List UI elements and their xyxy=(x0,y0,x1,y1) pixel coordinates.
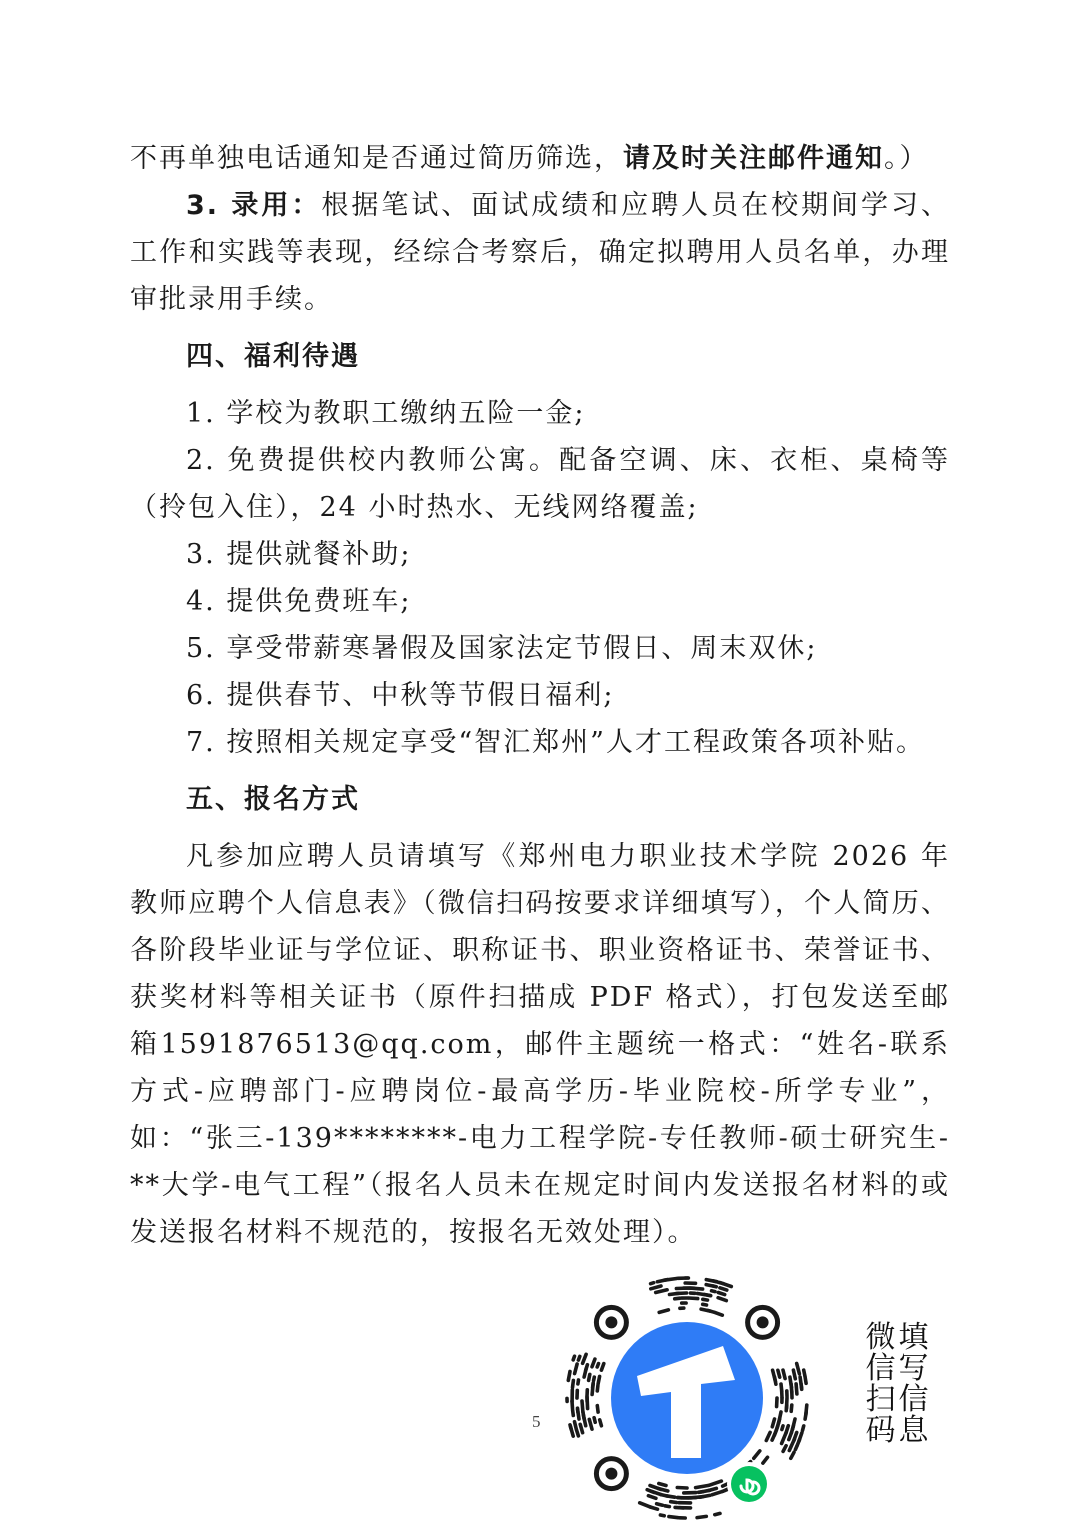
benefit-item: 6. 提供春节、中秋等节假日福利; xyxy=(186,680,615,711)
section-heading-benefits: 四、福利待遇 xyxy=(186,341,360,372)
qr-module xyxy=(766,1432,770,1440)
qr-module xyxy=(651,1283,654,1284)
qr-module xyxy=(783,1446,786,1452)
qr-module xyxy=(795,1446,797,1450)
qr-module xyxy=(796,1384,797,1394)
qr-caption-char: 写 xyxy=(898,1351,929,1386)
qr-module xyxy=(578,1380,579,1384)
qr-code-icon xyxy=(560,1268,815,1526)
qr-module xyxy=(594,1377,595,1380)
qr-module xyxy=(791,1405,792,1411)
qr-module xyxy=(575,1422,577,1430)
qr-module xyxy=(709,1481,721,1485)
qr-module xyxy=(586,1365,588,1371)
qr-module xyxy=(648,1496,656,1499)
qr-caption-column-scan xyxy=(865,1322,896,1446)
mini-program-badge-icon xyxy=(731,1466,767,1502)
body-text xyxy=(130,135,950,1256)
qr-module xyxy=(718,1293,724,1295)
qr-module xyxy=(772,1432,776,1440)
qr-module xyxy=(677,1293,687,1294)
qr-module xyxy=(664,1279,676,1281)
qr-module xyxy=(575,1364,578,1374)
hiring-paragraph xyxy=(130,182,950,323)
qr-module xyxy=(712,1491,723,1495)
qr-module xyxy=(703,1304,707,1305)
benefit-item: 4. 提供免费班车; xyxy=(186,586,412,617)
qr-module xyxy=(697,1516,706,1517)
benefit-item: 2. 免费提供校内教师公寓。配备空调、床、衣柜、桌椅等（拎包入住），24 小时热水、无线网络覆盖; xyxy=(130,445,950,523)
qr-module xyxy=(775,1377,776,1384)
qr-module xyxy=(592,1359,595,1367)
qr-module xyxy=(689,1298,698,1299)
qr-module xyxy=(715,1513,720,1514)
qr-module xyxy=(782,1432,787,1443)
benefits-list xyxy=(130,390,950,766)
qr-module xyxy=(763,1457,768,1463)
qr-module xyxy=(657,1504,663,1506)
qr-module xyxy=(715,1312,723,1315)
page-number: 5 xyxy=(532,1412,541,1431)
email-notice-emphasis: 请及时关注邮件通知 xyxy=(623,143,884,174)
benefit-item: 5. 享受带薪寒暑假及国家法定节假日、周末双休; xyxy=(186,633,818,664)
qr-module xyxy=(786,1405,787,1411)
hiring-label: 3. 录用： xyxy=(186,190,322,221)
qr-module xyxy=(718,1298,726,1301)
qr-module xyxy=(772,1419,774,1427)
qr-module xyxy=(573,1356,574,1360)
qr-module xyxy=(720,1288,727,1290)
qr-module xyxy=(675,1298,680,1299)
qr-caption-char: 微 xyxy=(865,1320,896,1355)
qr-module xyxy=(782,1426,783,1430)
qr-module xyxy=(589,1419,592,1429)
qr-module xyxy=(594,1418,595,1423)
qr-module xyxy=(720,1283,731,1287)
hiring-text: 根据笔试、面试成绩和应聘人员在校期间学习、工作和实践等表现，经综合考察后，确定拟聘用人员名单，办理审批录用手续。 xyxy=(130,190,950,315)
qr-module xyxy=(583,1354,587,1363)
qr-module xyxy=(573,1410,574,1416)
qr-caption-char: 填 xyxy=(898,1320,929,1355)
qr-module xyxy=(659,1484,666,1486)
qr-module xyxy=(647,1490,654,1493)
qr-module xyxy=(789,1439,794,1450)
qr-caption-char: 码 xyxy=(865,1413,896,1448)
qr-module xyxy=(793,1370,795,1379)
qr-module xyxy=(671,1502,677,1503)
qr-module xyxy=(805,1377,806,1383)
qr-module xyxy=(803,1426,804,1431)
qr-module xyxy=(675,1507,683,1508)
qr-module xyxy=(691,1288,703,1289)
qr-module xyxy=(582,1401,583,1412)
qr-module xyxy=(703,1299,708,1300)
qr-module xyxy=(805,1412,806,1419)
qr-module xyxy=(568,1372,570,1381)
qr-module xyxy=(650,1486,661,1490)
qr-module xyxy=(699,1492,703,1493)
benefit-item: 7. 按照相关规定享受“智汇郑州”人才工程政策各项补贴。 xyxy=(186,727,925,758)
benefit-item: 1. 学校为教职工缴纳五险一金; xyxy=(186,398,586,429)
qr-caption-char: 信 xyxy=(865,1351,896,1386)
qr-module xyxy=(712,1291,716,1292)
wechat-qr-code[interactable] xyxy=(560,1268,815,1526)
qr-module xyxy=(578,1356,579,1360)
qr-module xyxy=(593,1383,594,1387)
registration-paragraph: 凡参加应聘人员请填写《郑州电力职业技术学院 2026 年教师应聘个人信息表》（微信扫码按要求详细填写），个人简历、各阶段毕业证与学位证、职称证书、职业资格证书、荣誉证书、获奖材料等相关证书（原件扫描成 PDF 格式），打包发送至邮箱1591876513@qq.com，邮件主题统一格式：“姓名-联系方式-应聘部门-应聘岗位-最高学历-毕业院校-所学专业”，如：“张三-139********-电力工程学院-专任教师-硕士研究生-**大学-电气工程”（报名人员未在规定时间内发送报名材料的或发送报名材料不规范的，按报名无效处理）。 xyxy=(130,841,950,1248)
qr-finder-dot xyxy=(757,1316,769,1328)
qr-module xyxy=(597,1386,598,1391)
section-heading-registration: 五、报名方式 xyxy=(186,784,360,815)
qr-module xyxy=(696,1486,708,1488)
qr-module xyxy=(801,1384,802,1389)
qr-module xyxy=(651,1286,661,1289)
benefit-item: 3. 提供就餐补助; xyxy=(186,539,412,570)
qr-module xyxy=(589,1374,590,1380)
qr-module xyxy=(570,1426,571,1429)
qr-module xyxy=(783,1370,785,1379)
qr-module xyxy=(659,1310,668,1313)
qr-module xyxy=(789,1433,792,1440)
qr-module xyxy=(665,1506,669,1507)
qr-module xyxy=(597,1364,598,1367)
qr-module xyxy=(804,1370,805,1376)
qr-module xyxy=(598,1376,600,1384)
qr-module xyxy=(660,1515,664,1516)
qr-module xyxy=(580,1424,582,1432)
qr-module xyxy=(640,1503,651,1507)
qr-caption-char: 信 xyxy=(898,1382,929,1417)
qr-finder-dot xyxy=(605,1316,617,1328)
line-email-notice: 不再单独电话通知是否通过简历筛选，请及时关注邮件通知。） xyxy=(130,143,929,174)
qr-module xyxy=(778,1370,780,1377)
qr-module xyxy=(797,1364,800,1374)
qr-module xyxy=(600,1420,602,1426)
qr-module xyxy=(713,1286,716,1287)
qr-finder-dot xyxy=(605,1468,617,1480)
qr-module xyxy=(669,1517,678,1518)
qr-module xyxy=(656,1290,667,1293)
qr-module xyxy=(754,1451,760,1458)
qr-module xyxy=(573,1380,574,1387)
qr-caption-column-fill xyxy=(898,1322,929,1446)
qr-module xyxy=(597,1406,598,1413)
qr-caption-char: 息 xyxy=(898,1413,929,1448)
qr-module xyxy=(705,1295,711,1296)
qr-module xyxy=(791,1452,794,1458)
qr-caption-char: 扫 xyxy=(865,1382,896,1417)
qr-module xyxy=(677,1488,687,1489)
qr-caption xyxy=(865,1322,929,1446)
qr-module xyxy=(601,1364,603,1371)
